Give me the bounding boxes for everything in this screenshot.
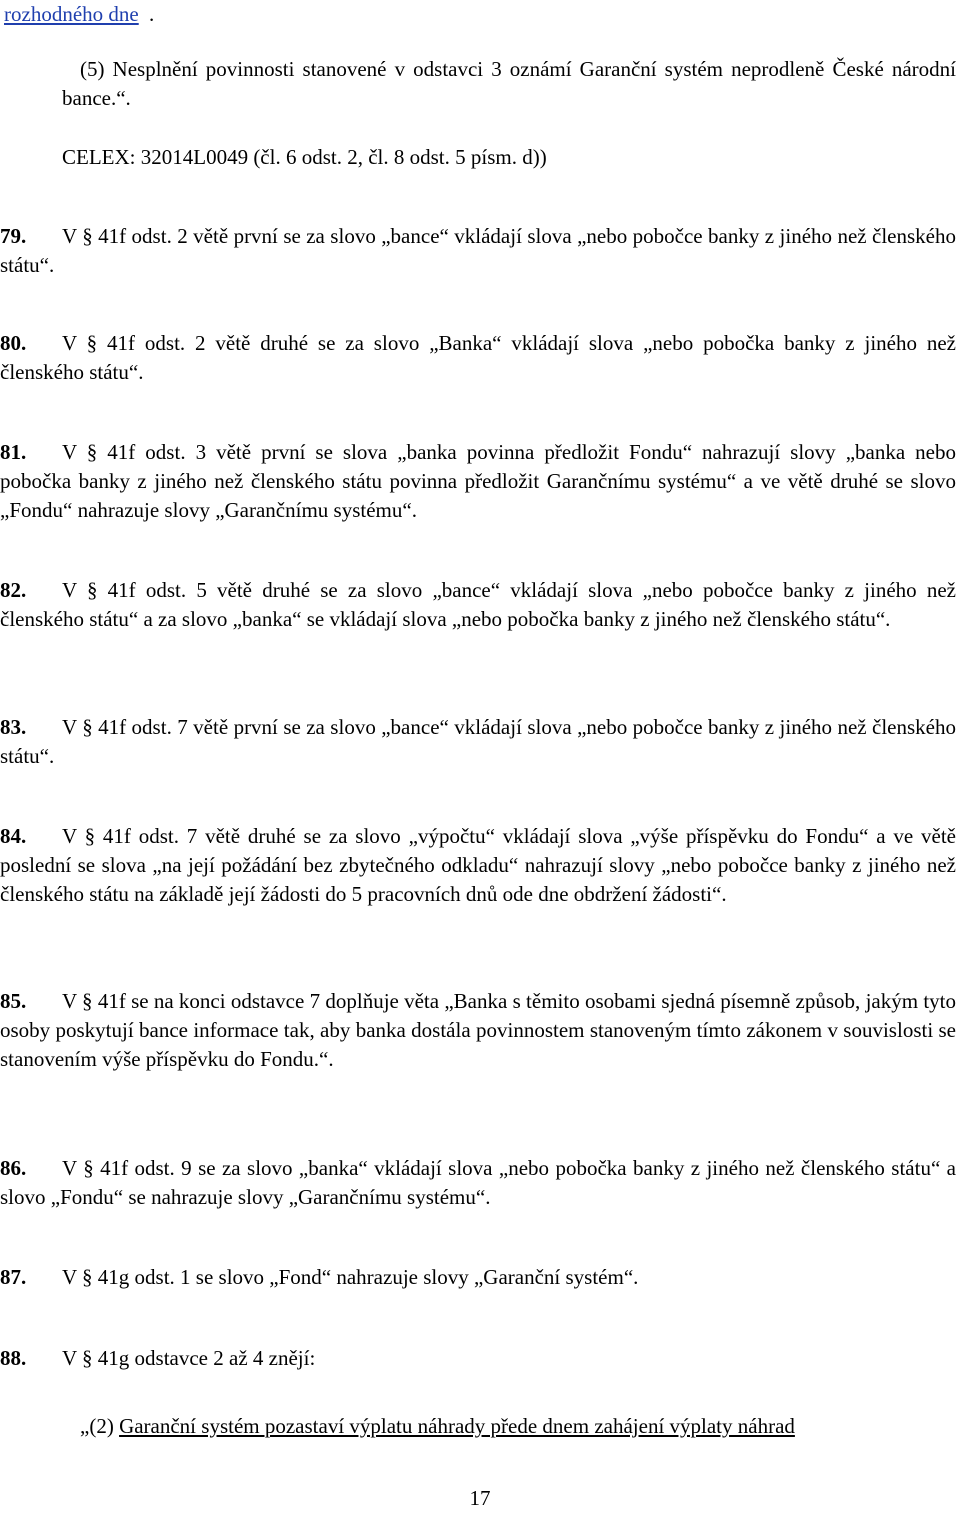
item-number: 79. bbox=[0, 224, 27, 248]
item-text: V § 41f odst. 9 se za slovo „banka“ vkládají slova „nebo pobočka banky z jiného než členského státu“ a slovo „Fondu“ se nahrazuje slovy „Garančnímu systému“. bbox=[0, 1156, 956, 1209]
amendment-item bbox=[0, 713, 956, 771]
item-number: 88. bbox=[0, 1346, 27, 1370]
item-text: V § 41f odst. 7 větě první se za slovo „bance“ vkládají slova „nebo pobočce banky z jiného než členského státu“. bbox=[0, 715, 956, 768]
item-number: 81. bbox=[0, 440, 27, 464]
item-text: V § 41f odst. 5 větě druhé se za slovo „bance“ vkládají slova „nebo pobočce banky z jiného než členského státu“ a za slovo „banka“ se vkládají slova „nebo pobočka banky z jiného než členského státu“. bbox=[0, 578, 956, 631]
amendment-item bbox=[0, 1344, 956, 1373]
item-number: 86. bbox=[0, 1156, 27, 1180]
item-text: V § 41f odst. 3 větě první se slova „banka povinna předložit Fondu“ nahrazují slovy „banka nebo pobočka banky z jiného než členského státu povinna předložit Garančnímu systému“ a ve větě druhé se slovo „Fondu“ nahrazuje slovy „Garančnímu systému“. bbox=[0, 440, 956, 522]
item-number: 84. bbox=[0, 824, 27, 848]
item-number: 87. bbox=[0, 1265, 27, 1289]
amendment-item bbox=[0, 222, 956, 280]
item-text: V § 41f odst. 7 větě druhé se za slovo „výpočtu“ vkládají slova „výše příspěvku do Fondu“ a ve větě poslední se slova „na její požádání bez zbytečného odkladu“ nahrazují slovy „nebo pobočce banky z jiného než členského státu na základě její žádosti do 5 pracovních dnů ode dne obdržení žádosti“. bbox=[0, 824, 956, 906]
item-text: V § 41g odst. 1 se slovo „Fond“ nahrazuje slovy „Garanční systém“. bbox=[62, 1265, 639, 1289]
item-text: V § 41f odst. 2 větě první se za slovo „bance“ vkládají slova „nebo pobočce banky z jiného než členského státu“. bbox=[0, 224, 956, 277]
quote-open: „(2) bbox=[80, 1414, 120, 1438]
item-number: 85. bbox=[0, 989, 27, 1013]
amendment-item bbox=[0, 438, 956, 525]
amendment-item bbox=[0, 576, 956, 634]
rozhodneho-dne-link[interactable]: rozhodného dne bbox=[4, 2, 139, 26]
paragraph-5: (5) Nesplnění povinnosti stanovené v odstavci 3 oznámí Garanční systém neprodleně České národní bance.“. bbox=[62, 57, 956, 110]
quote-text: Garanční systém pozastaví výplatu náhrady přede dnem zahájení výplaty náhrad bbox=[119, 1414, 795, 1438]
link-period: . bbox=[149, 2, 155, 26]
celex-reference: CELEX: 32014L0049 (čl. 6 odst. 2, čl. 8 odst. 5 písm. d)) bbox=[62, 145, 547, 169]
amendment-item bbox=[0, 987, 956, 1074]
amendment-item bbox=[0, 822, 956, 909]
item-number: 82. bbox=[0, 578, 27, 602]
quoted-paragraph bbox=[80, 1412, 956, 1441]
amendment-item bbox=[0, 329, 956, 387]
amendment-item bbox=[0, 1154, 956, 1212]
item-text: V § 41f odst. 2 větě druhé se za slovo „Banka“ vkládají slova „nebo pobočka banky z jiného než členského státu“. bbox=[0, 331, 956, 384]
amendment-item bbox=[0, 1263, 956, 1292]
page-number: 17 bbox=[469, 1486, 491, 1510]
item-number: 83. bbox=[0, 715, 27, 739]
item-number: 80. bbox=[0, 331, 27, 355]
item-text: V § 41f se na konci odstavce 7 doplňuje věta „Banka s těmito osobami sjedná písemně způsob, jakým tyto osoby poskytují bance informace tak, aby banka dostála povinnostem stanoveným tímto zákonem v souvislosti se stanovením výše příspěvku do Fondu.“. bbox=[0, 989, 956, 1071]
item-text: V § 41g odstavce 2 až 4 znějí: bbox=[62, 1346, 316, 1370]
